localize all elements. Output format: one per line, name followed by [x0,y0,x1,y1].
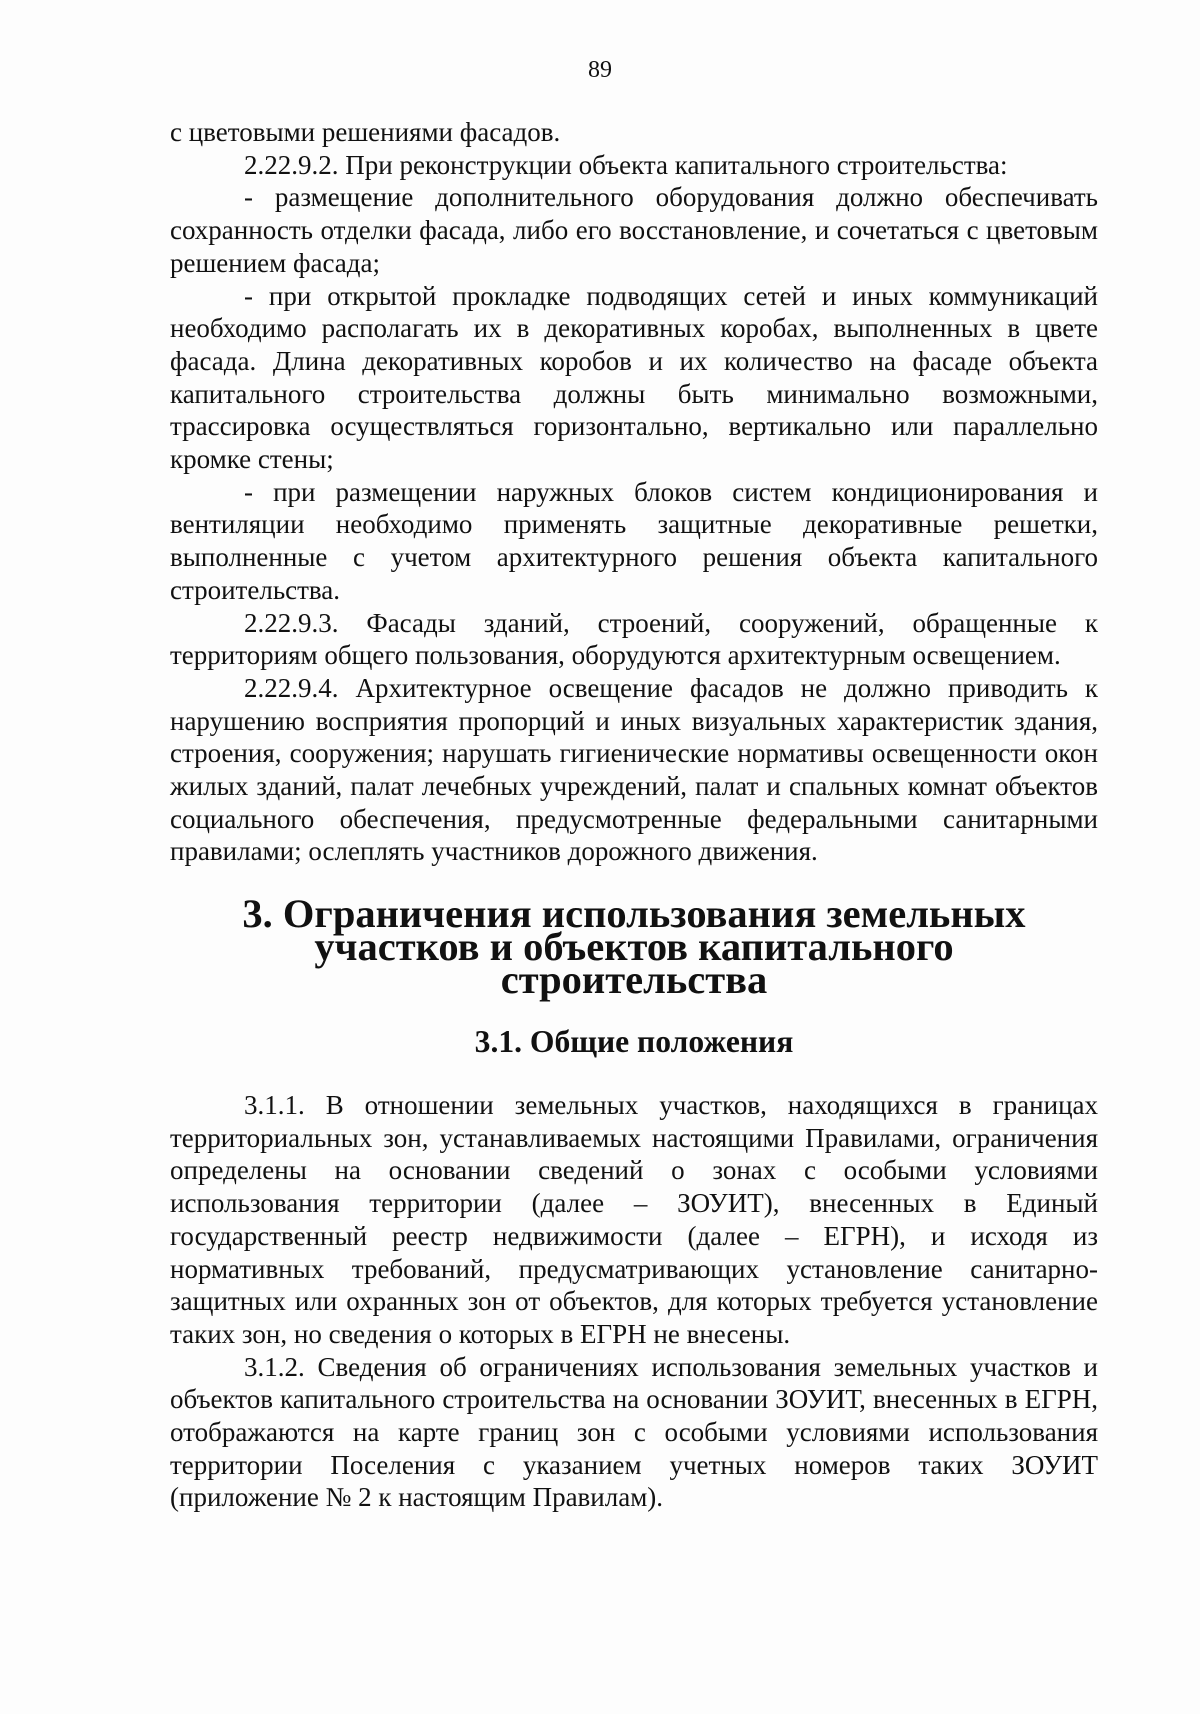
paragraph-3-1-2: 3.1.2. Сведения об ограничениях использования земельных участков и объектов капитального строительства на основании ЗОУИТ, внесенных в ЕГРН, отображаются на карте границ зон с особыми условиями использования территории Поселения с указанием учетных номеров таких ЗОУИТ (приложение № 2 к настоящим Правилам). [170,1351,1098,1513]
paragraph-continuation: с цветовыми решениями фасадов. [170,117,561,147]
paragraph-2-22-9-4: 2.22.9.4. Архитектурное освещение фасадов не должно приводить к нарушению восприятия пропорций и иных визуальных характеристик здания, строения, сооружения; нарушать гигиенические нормативы освещенности окон жилых зданий, палат лечебных учреждений, палат и спальных комнат объектов социального обеспечения, предусмотренные федеральными санитарными правилами; ослеплять участников дорожного движения. [170,672,1098,867]
paragraph-3-1-1: 3.1.1. В отношении земельных участков, находящихся в границах территориальных зон, устанавливаемых настоящими Правилами, ограничения определены на основании сведений о зонах с особыми условиями использования территории (далее – ЗОУИТ), внесенных в Единый государственный реестр недвижимости (далее – ЕГРН), и исходя из нормативных требований, предусматривающих установление санитарно-защитных или охранных зон от объектов, для которых требуется установление таких зон, но сведения о которых в ЕГРН не внесены. [170,1089,1098,1349]
page-number: 89 [588,57,612,83]
section-heading-3: 3. Ограничения использования земельных участков и объектов капитального строительства [242,891,1026,1002]
paragraph-2-22-9-3: 2.22.9.3. Фасады зданий, строений, сооружений, обращенные к территориям общего пользования, оборудуются архитектурным освещением. [170,607,1098,671]
document-body [170,116,1098,1514]
subsection-heading-3-1: 3.1. Общие положения [474,1024,794,1060]
paragraph-networks-boxes: - при открытой прокладке подводящих сетей и иных коммуникаций необходимо располагать их в декоративных коробах, выполненных в цвете фасада. Длина декоративных коробов и их количество на фасаде объекта капитального строительства должны быть минимально возможными, трассировка осуществляться горизонтально, вертикально или параллельно кромке стены; [170,280,1098,475]
paragraph-ac-units: - при размещении наружных блоков систем кондиционирования и вентиляции необходимо применять защитные декоративные решетки, выполненные с учетом архитектурного решения объекта капитального строительства. [170,476,1098,605]
paragraph-2-22-9-2: 2.22.9.2. При реконструкции объекта капитального строительства: [244,149,1008,180]
paragraph-equipment-placement: - размещение дополнительного оборудования должно обеспечивать сохранность отделки фасада, либо его восстановление, и сочетаться с цветовым решением фасада; [170,182,1098,278]
